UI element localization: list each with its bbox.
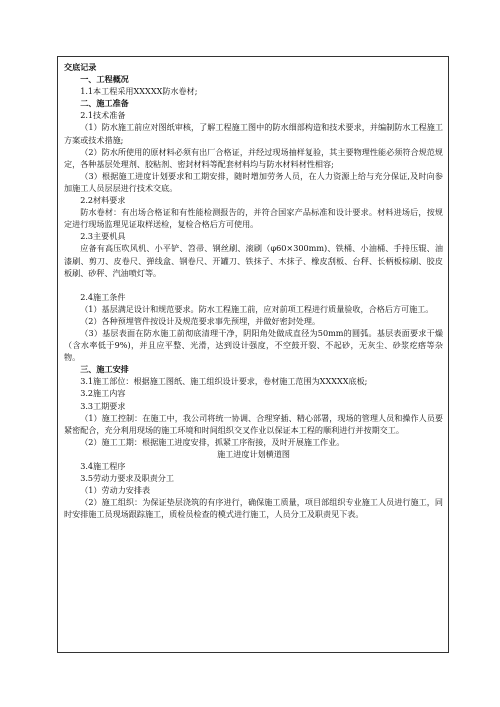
paragraph: （2）施工组织：为保证垫层浇筑的有序进行，确保施工质量，项目部组织专业施工人员进行施工，同时安排施工员现场跟踪施工，质检员检查的模式进行施工，人员分工及职责见下表。: [64, 497, 443, 520]
paragraph: （3）根据施工进度计划要求和工期安排，随时增加劳务人员，在人力资源上给与充分保证,及时向参加施工人员层层进行技术交底。: [64, 170, 443, 193]
paragraph: （1）施工控制：在施工中，我公司将统一协调、合理穿插、精心部署，现场的管理人员和操作人员要紧密配合，充分利用现场的施工环境和时间组织交叉作业以保证本工程的顺利进行并按期交工。: [64, 412, 443, 435]
paragraph: 2.1技术准备: [80, 110, 126, 121]
blank-line: [64, 279, 443, 291]
paragraph: 3.3工期要求: [80, 400, 126, 411]
paragraph: （1）劳动力安排表: [80, 485, 151, 496]
document-frame: [57, 56, 449, 653]
paragraph: 2.2材料要求: [80, 195, 126, 206]
paragraph: （2）施工工期：根据施工进度安排，抓紧工序衔接，及时开展施工作业。: [80, 436, 345, 447]
paragraph: 应备有高压吹风机、小平铲、笤帚、钢丝刷、滚刷（φ60×300mm)、铁桶、小油桶、手持压辊、油漆刷、剪刀、皮卷尺、弹线盒、钢卷尺、开罐刀、铁抹子、木抹子、橡皮刮板、台秤、长柄板棕刷、胶皮板刷、砂秤、汽油喷灯等。: [64, 243, 443, 278]
section-heading: 二、施工准备: [80, 98, 129, 109]
document-title: 交底记录: [64, 62, 97, 72]
paragraph: 2.4施工条件: [80, 291, 126, 302]
section-heading: 三、施工安排: [80, 364, 129, 375]
paragraph: 3.5劳动力要求及职责分工: [80, 473, 174, 484]
paragraph: （2）防水所使用的原材料必须有出厂合格证，并经过现场抽样复验，其主要物理性能必须符合规范规定，各种基层处理剂、胶粘剂、密封材料等配套材料均与防水材料材性相容;: [64, 146, 443, 169]
paragraph: 防水卷材：有出场合格证和有性能检测报告的，并符合国家产品标准和设计要求。材料进场后，按规定进行现场监理见证取样送检，复检合格后方可使用。: [64, 207, 443, 230]
centered-caption: 施工进度计划横道图: [217, 448, 290, 459]
paragraph: 3.2施工内容: [80, 388, 126, 399]
paragraph: （1）防水施工前应对图纸审核，了解工程施工图中的防水细部构造和技术要求，并编制防水工程施工方案或技术措施;: [64, 122, 443, 145]
paragraph: 3.4施工程序: [80, 461, 126, 471]
paragraph: 3.1施工部位：根据施工图纸、施工组织设计要求，卷材施工范围为XXXXX底板;: [80, 376, 368, 387]
paragraph: （1）基层满足设计和规范要求。防水工程施工前，应对前项工程进行质量验收，合格后方可施工。: [80, 303, 434, 314]
section-heading: 一、工程概况: [80, 74, 129, 85]
document-content: [64, 61, 443, 520]
paragraph: （3）基层表面在防水施工前彻底清理干净，阴阳角处做成直径为50mm的圆弧。基层表面要求干燥（含水率低于9%)，并且应平整、光滑，达到设计强度，不空鼓开裂、不起砂，无灰尘、砂浆疙瘩等杂物。: [64, 327, 443, 363]
paragraph: 2.3主要机具: [80, 231, 126, 242]
paragraph: 1.1本工程采用XXXXX防水卷材;: [80, 86, 198, 97]
paragraph: （2）各种预埋管件按设计及规范要求事先预埋，并做好密封处理。: [80, 315, 321, 326]
